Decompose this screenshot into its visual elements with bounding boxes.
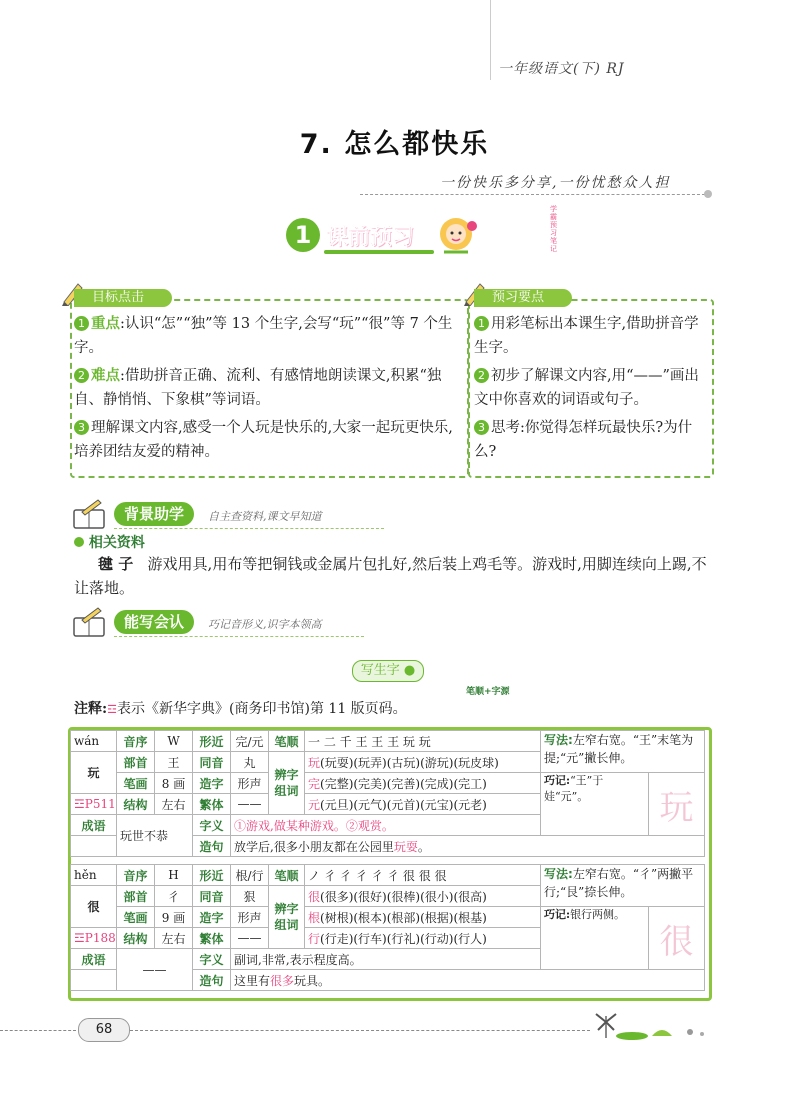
goal-text: :借助拼音正确、流利、有感情地朗读课文,积累“独自、静悄悄、下象棋”等词语。	[74, 368, 442, 408]
char-pinyin: hěn	[71, 865, 117, 886]
char-chengyu: ——	[117, 949, 193, 991]
book-icon	[72, 606, 108, 638]
label-chengyu: 成语	[71, 815, 117, 836]
bullet-icon	[74, 537, 84, 547]
ci-words: (完整)(完美)(完善)(完成)(完工)	[320, 776, 487, 791]
char-pinyin: wán	[71, 731, 117, 752]
writing-comment: 巧记音形义,识字本领高	[208, 618, 322, 631]
label-xingjin: 形近	[193, 731, 231, 752]
dictionary-icon: ☲	[107, 703, 118, 716]
char-ziyi: 副词,非常,表示程度高。	[231, 949, 705, 970]
label-bianzi: 辨字组词	[269, 886, 305, 949]
motto-dot	[704, 190, 712, 198]
related-info-paragraph	[74, 552, 714, 600]
char-table-hen	[70, 864, 705, 991]
char-jiegou: 左右	[155, 794, 193, 815]
char-chengyu: 玩世不恭	[117, 815, 193, 857]
background-comment: 自主查资料,课文早知道	[208, 510, 322, 523]
char-bihua: 8 画	[155, 773, 193, 794]
lesson-title: 7. 怎么都快乐	[299, 129, 490, 160]
char-bihua: 9 画	[155, 907, 193, 928]
char-table-wan	[70, 730, 705, 857]
related-term: 毽 子	[98, 555, 134, 573]
girl-illustration-icon	[436, 212, 480, 256]
char-xiefa	[541, 731, 705, 773]
label-xingjin: 形近	[193, 865, 231, 886]
label-xiefa: 写法:	[544, 867, 573, 881]
ci-row	[305, 886, 541, 907]
preview-list	[474, 312, 706, 464]
char-big: 玩	[71, 752, 117, 794]
label-zaozi: 造字	[193, 773, 231, 794]
ci-words: (元旦)(元气)(元首)(元宝)(元老)	[320, 797, 487, 812]
label-jiegou: 结构	[117, 928, 155, 949]
annotation-note	[74, 698, 407, 718]
zaoju-pre: 这里有	[234, 973, 271, 988]
label-fanti: 繁体	[193, 928, 231, 949]
char-strokes: ノ 彳 彳 彳 彳 彳 很 很 很	[305, 865, 541, 886]
ci-head: 很	[308, 889, 321, 904]
footer-line-right	[130, 1030, 590, 1031]
label-qiaoji: 巧记:	[544, 774, 571, 787]
char-zaoju	[231, 970, 705, 991]
background-underline	[114, 528, 384, 529]
section-underline	[324, 250, 434, 254]
section-badge	[286, 212, 486, 262]
motto-underline	[360, 194, 705, 195]
label-yinxu: 音序	[117, 731, 155, 752]
label-bihua: 笔画	[117, 907, 155, 928]
goal-text: 理解课文内容,感受一个人玩是快乐的,大家一起玩更快乐,培养团结友爱的精神。	[74, 420, 453, 460]
char-jiegou: 左右	[155, 928, 193, 949]
label-tongyin: 同音	[193, 752, 231, 773]
char-xiefa	[541, 865, 705, 907]
char-zaozi: 形声	[231, 907, 269, 928]
related-info-heading	[74, 532, 145, 552]
goals-list	[74, 312, 464, 464]
ci-row	[305, 794, 541, 815]
ci-words: (很多)(很好)(很棒)(很小)(很高)	[320, 889, 487, 904]
goal-keyword: 难点	[91, 367, 120, 384]
ci-words: (树根)(根本)(根部)(根据)(根基)	[320, 910, 487, 925]
ci-row	[305, 907, 541, 928]
char-big: 很	[71, 886, 117, 928]
zaoju-post: 玩具。	[294, 973, 331, 988]
ci-head: 根	[308, 910, 321, 925]
goals-tab: 目标点击	[74, 289, 172, 307]
preview-item-3	[474, 416, 706, 464]
preview-text: 用彩笔标出本课生字,借助拼音学生字。	[474, 316, 699, 356]
ci-head: 完	[308, 776, 321, 791]
note-text: 表示《新华字典》(商务印书馆)第 11 版页码。	[117, 701, 407, 717]
ci-head: 玩	[308, 755, 321, 770]
preview-num: 2	[474, 368, 489, 383]
goal-item-3	[74, 416, 464, 464]
ci-words: (玩耍)(玩弄)(古玩)(游玩)(玩皮球)	[320, 755, 499, 770]
goal-text: :认识“怎”“独”等 13 个生字,会写“玩”“很”等 7 个生字。	[74, 316, 453, 356]
label-bishun: 笔顺	[269, 731, 305, 752]
label-chengyu: 成语	[71, 949, 117, 970]
label-zaoju: 造句	[193, 970, 231, 991]
qiaoji-text: “王”于娃“元”。	[544, 774, 604, 803]
note-label: 注释:	[74, 701, 108, 717]
windmill-illustration-icon	[592, 1010, 712, 1040]
zaoju-pre: 放学后,很多小朋友都在公园里	[234, 839, 394, 854]
label-bishun: 笔顺	[269, 865, 305, 886]
preview-num: 3	[474, 420, 489, 435]
ci-row	[305, 773, 541, 794]
label-bushou: 部首	[117, 752, 155, 773]
label-bihua: 笔画	[117, 773, 155, 794]
stroke-source-label: 笔顺+字源	[466, 687, 510, 697]
section-number: 1	[286, 218, 320, 252]
qiaoji-text: 银行两侧。	[570, 908, 626, 921]
char-yinxu: W	[155, 731, 193, 752]
writing-underline	[114, 636, 364, 637]
writing-section-title: 能写会认	[114, 610, 194, 634]
preview-tab: 预习要点	[474, 289, 572, 307]
header-divider	[490, 0, 491, 80]
char-bushou: 彳	[155, 886, 193, 907]
side-note: 学霸预习笔记	[550, 205, 557, 253]
char-ziyi: ①游戏,做某种游戏。②观赏。	[231, 815, 705, 836]
preview-text: 初步了解课文内容,用“——”画出文中你喜欢的词语或句子。	[474, 368, 699, 408]
pill-label: 写生字	[360, 663, 400, 678]
section-title: 课前预习	[326, 225, 415, 250]
goal-item-2	[74, 364, 464, 412]
label-xiefa: 写法:	[544, 733, 573, 747]
label-zaozi: 造字	[193, 907, 231, 928]
related-text: 游戏用具,用布等把铜钱或金属片包扎好,然后装上鸡毛等。游戏时,用脚连续向上踢,不让落地。	[74, 555, 707, 597]
ci-row	[305, 752, 541, 773]
ci-words: (行走)(行车)(行礼)(行动)(行人)	[320, 931, 487, 946]
ci-head: 行	[308, 931, 321, 946]
char-ghost-practice: 玩	[649, 773, 705, 836]
preview-text: 思考:你觉得怎样玩最快乐?为什么?	[474, 420, 693, 460]
label-fanti: 繁体	[193, 794, 231, 815]
zaoju-post: 。	[417, 839, 430, 854]
char-yinxu: H	[155, 865, 193, 886]
preview-num: 1	[474, 316, 489, 331]
preview-item-2	[474, 364, 706, 412]
preview-item-1	[474, 312, 706, 360]
goal-num: 2	[74, 368, 89, 383]
label-jiegou: 结构	[117, 794, 155, 815]
zaoju-highlight: 很多	[270, 973, 295, 988]
ci-row	[305, 928, 541, 949]
write-characters-pill: 写生字 ●	[352, 660, 424, 682]
label-tongyin: 同音	[193, 886, 231, 907]
page-number: 68	[78, 1018, 130, 1042]
label-bianzi: 辨字组词	[269, 752, 305, 815]
related-info-label: 相关资料	[88, 535, 145, 551]
book-icon	[72, 498, 108, 530]
char-zaozi: 形声	[231, 773, 269, 794]
label-bushou: 部首	[117, 886, 155, 907]
label-zaoju: 造句	[193, 836, 231, 857]
goal-item-1	[74, 312, 464, 360]
char-tongyin: 狠	[231, 886, 269, 907]
background-section-title: 背景助学	[114, 502, 194, 526]
char-zaoju	[231, 836, 705, 857]
zaoju-highlight: 玩耍	[393, 839, 418, 854]
label-yinxu: 音序	[117, 865, 155, 886]
ci-head: 元	[308, 797, 321, 812]
goal-num: 3	[74, 420, 89, 435]
char-ghost-practice: 很	[649, 907, 705, 970]
char-xingjin: 根/行	[231, 865, 269, 886]
lesson-motto: 一份快乐多分享,一份忧愁众人担	[440, 175, 671, 191]
char-page-ref: ☲P188	[71, 928, 117, 949]
running-title: 一年级语文(下) RJ	[498, 61, 625, 77]
char-strokes: 一 二 千 王 王 王 玩 玩	[305, 731, 541, 752]
footer-line-left	[0, 1030, 76, 1031]
label-qiaoji: 巧记:	[544, 908, 571, 921]
label-ziyi: 字义	[193, 949, 231, 970]
label-ziyi: 字义	[193, 815, 231, 836]
goal-keyword: 重点	[91, 315, 120, 332]
char-fanti: ——	[231, 928, 269, 949]
char-tongyin: 丸	[231, 752, 269, 773]
char-bushou: 王	[155, 752, 193, 773]
xiefa-text: 左窄右宽。“王”末笔为提;“元”撇长伸。	[544, 733, 694, 765]
char-page-ref: ☲P511	[71, 794, 117, 815]
goal-num: 1	[74, 316, 89, 331]
char-xingjin: 完/元	[231, 731, 269, 752]
xiefa-text: 左窄右宽。“彳”两撇平行;“艮”捺长伸。	[544, 867, 694, 899]
char-fanti: ——	[231, 794, 269, 815]
